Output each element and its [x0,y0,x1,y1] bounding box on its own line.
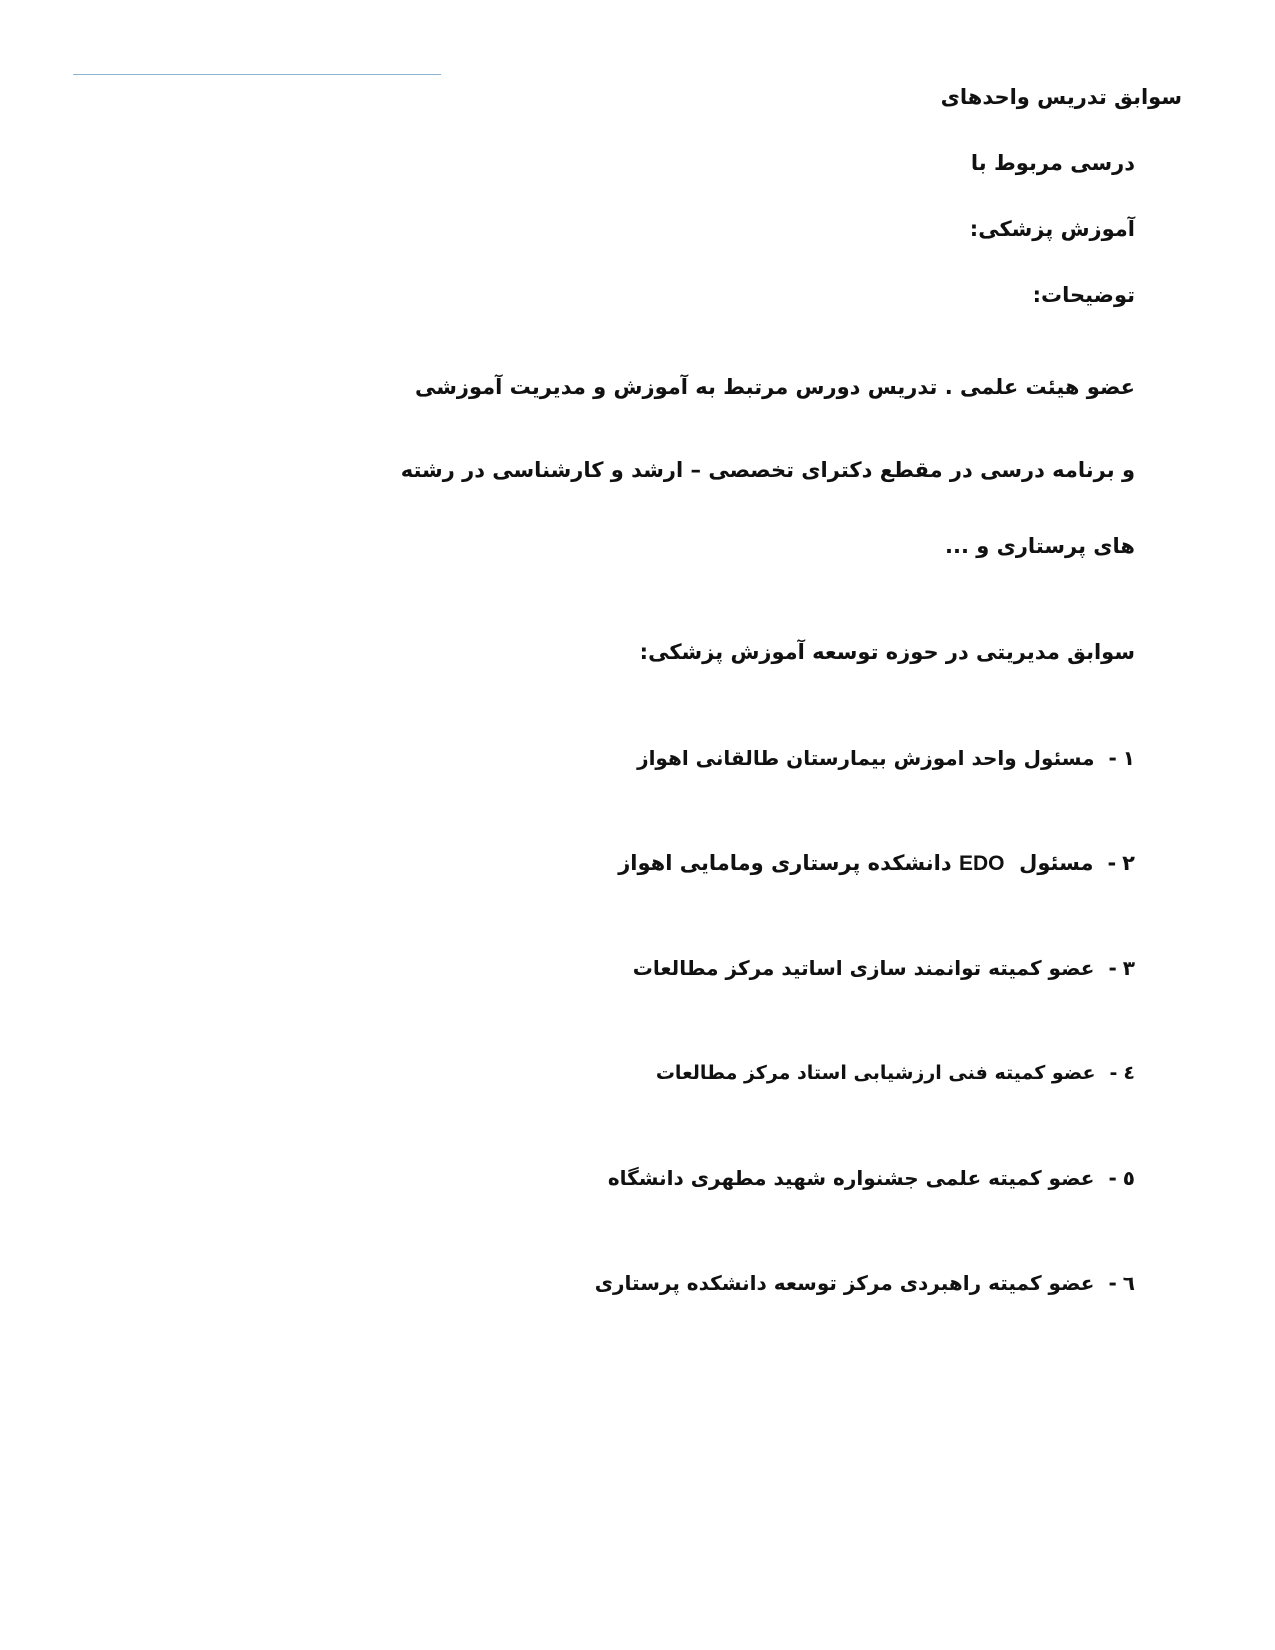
list-item-number: ٦ [1122,1271,1135,1295]
list-item [656,1058,1135,1088]
description-label: توضیحات: [1032,283,1135,307]
list-item-number: ٤ [1123,1062,1135,1084]
list-item-text: عضو کمیته توانمند سازی اساتید مرکز مطالعات [632,956,1095,980]
teaching-history-heading-line3: آموزش پزشکی: [969,217,1135,241]
teaching-history-heading-line2: درسی مربوط با [970,151,1135,175]
list-item-dash: - [1108,746,1117,770]
list-item [595,1268,1135,1298]
list-item-number: ٥ [1122,1166,1135,1190]
list-item-text-before: مسئول [1019,851,1094,875]
list-item-text [618,851,1093,875]
list-item-number: ۲ [1122,851,1135,875]
list-item-text-after: دانشکده پرستاری ومامایی اهواز [618,851,952,875]
list-item-dash: - [1108,1166,1117,1190]
list-item [608,1163,1135,1193]
list-item [633,953,1135,983]
list-item-text: عضو کمیته فنی ارزشیابی استاد مرکز مطالعات [655,1062,1096,1084]
description-paragraph-line2: و برنامه درسی در مقطع دکترای تخصصی – ارشد و کارشناسی در رشته [400,458,1135,482]
list-item-dash: - [1109,1062,1118,1084]
edo-acronym: EDO [958,852,1005,875]
management-history-heading: سوابق مدیریتی در حوزه توسعه آموزش پزشکی: [639,640,1135,664]
list-item-number: ۳ [1122,956,1135,980]
list-item-text: عضو کمیته علمی جشنواره شهید مطهری دانشگاه [607,1166,1095,1190]
teaching-history-heading: سوابق تدریس واحدهای [940,85,1182,109]
list-item [637,743,1135,773]
list-item-number: ۱ [1122,746,1135,770]
list-item-text: عضو کمیته راهبردی مرکز توسعه دانشکده پرستاری [594,1271,1095,1295]
header-divider-line [73,74,441,75]
list-item-text: مسئول واحد اموزش بیمارستان طالقانی اهواز [637,746,1095,770]
list-item [618,848,1135,879]
list-item-dash: - [1108,956,1117,980]
list-item-dash: - [1107,851,1117,875]
description-paragraph-line1: عضو هیئت علمی . تدریس دورس مرتبط به آموزش و مدیریت آموزشی [414,375,1135,399]
description-paragraph-line3: های پرستاری و ... [944,534,1135,558]
list-item-dash: - [1108,1271,1117,1295]
